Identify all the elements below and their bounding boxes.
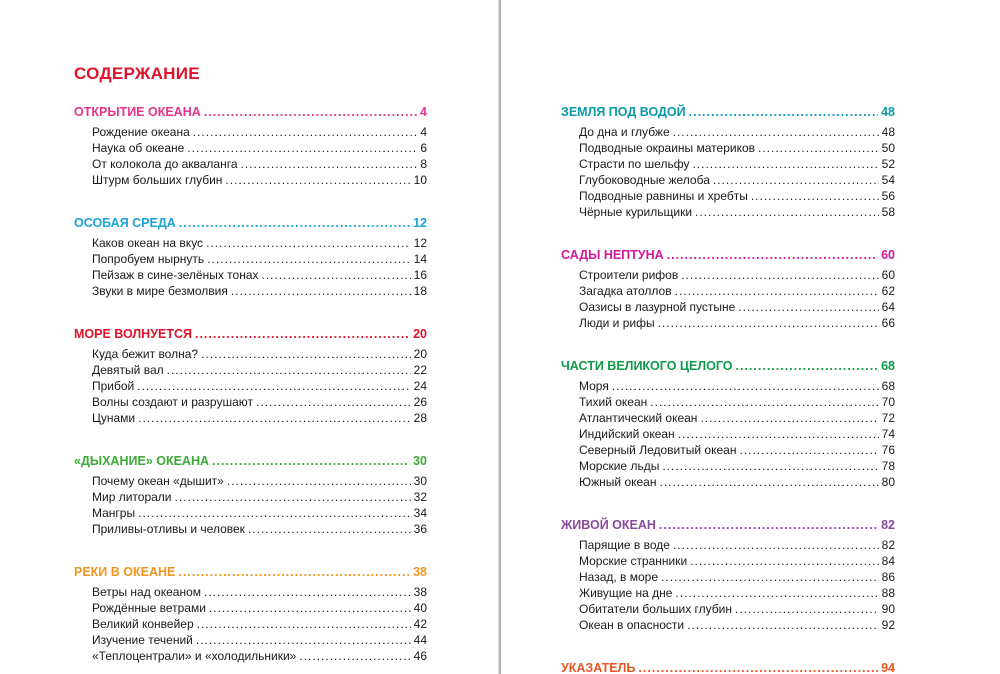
- entry-page-number: 32: [413, 490, 427, 504]
- toc-entry[interactable]: [561, 394, 895, 410]
- section-page-number: 48: [881, 105, 895, 119]
- toc-entry[interactable]: [561, 156, 895, 172]
- section-page-number: 82: [881, 518, 895, 532]
- entry-page-number: 92: [881, 618, 895, 632]
- entry-title: Моря: [579, 379, 609, 393]
- toc-section: [561, 516, 895, 633]
- section-title: УКАЗАТЕЛЬ: [561, 661, 636, 674]
- right-page: [501, 0, 1000, 674]
- dot-leader: [673, 124, 879, 140]
- entry-page-number: 36: [413, 522, 427, 536]
- entry-page-number: 8: [420, 157, 427, 171]
- dot-leader: [227, 473, 411, 489]
- entry-title: Люди и рифы: [579, 316, 655, 330]
- toc-entry[interactable]: [561, 537, 895, 553]
- dot-leader: [201, 346, 411, 362]
- section-title: ЖИВОЙ ОКЕАН: [561, 518, 656, 532]
- toc-entry[interactable]: [561, 458, 895, 474]
- section-page-number: 20: [413, 327, 427, 341]
- toc-section: [74, 214, 427, 299]
- dot-leader: [692, 156, 878, 172]
- entry-title: Обитатели больших глубин: [579, 602, 733, 616]
- entry-page-number: 90: [881, 602, 895, 616]
- dot-leader: [204, 103, 417, 121]
- entry-page-number: 76: [881, 443, 895, 457]
- toc-entry[interactable]: [561, 426, 895, 442]
- toc-section-heading[interactable]: [74, 563, 427, 581]
- toc-entry[interactable]: [74, 267, 427, 283]
- toc-entry[interactable]: [74, 505, 427, 521]
- entry-title: Чёрные курильщики: [579, 205, 693, 219]
- dot-leader: [690, 553, 878, 569]
- section-page-number: 38: [413, 565, 427, 579]
- section-title: САДЫ НЕПТУНА: [561, 248, 664, 262]
- toc-entry[interactable]: [561, 172, 895, 188]
- entry-title: Живущие на дне: [579, 586, 673, 600]
- toc-section: [74, 563, 427, 664]
- entry-title: Подводные окраины материков: [579, 141, 756, 155]
- entry-page-number: 26: [413, 395, 427, 409]
- toc-section: [561, 246, 895, 331]
- toc-section-heading[interactable]: [74, 452, 427, 470]
- dot-leader: [212, 452, 410, 470]
- entry-title: Загадка атоллов: [579, 284, 672, 298]
- dot-leader: [662, 458, 878, 474]
- entry-page-number: 78: [881, 459, 895, 473]
- entry-page-number: 56: [881, 189, 895, 203]
- toc-section: [561, 357, 895, 490]
- entry-title: Приливы-отливы и человек: [92, 522, 245, 536]
- entry-title: Парящие в воде: [579, 538, 670, 552]
- dot-leader: [700, 410, 878, 426]
- toc-section-heading[interactable]: [561, 659, 895, 674]
- toc-entry[interactable]: [561, 140, 895, 156]
- dot-leader: [175, 489, 411, 505]
- section-title: ОСОБАЯ СРЕДА: [74, 216, 176, 230]
- dot-leader: [687, 617, 879, 633]
- dot-leader: [241, 156, 418, 172]
- page-title: СОДЕРЖАНИЕ: [74, 64, 200, 83]
- dot-leader: [658, 315, 879, 331]
- entry-page-number: 88: [881, 586, 895, 600]
- toc-entry[interactable]: [74, 140, 427, 156]
- dot-leader: [167, 362, 411, 378]
- entry-page-number: 14: [413, 252, 427, 266]
- entry-title: «Теплоцентрали» и «холодильники»: [92, 649, 297, 663]
- toc-entry[interactable]: [74, 346, 427, 362]
- dot-leader: [196, 632, 411, 648]
- dot-leader: [751, 188, 879, 204]
- dot-leader: [138, 505, 411, 521]
- dot-leader: [659, 474, 878, 490]
- entry-page-number: 64: [881, 300, 895, 314]
- dot-leader: [713, 172, 879, 188]
- toc-entry[interactable]: [74, 521, 427, 537]
- entry-page-number: 44: [413, 633, 427, 647]
- toc-entry[interactable]: [561, 188, 895, 204]
- toc-entry[interactable]: [561, 315, 895, 331]
- dot-leader: [195, 325, 410, 343]
- dot-leader: [137, 378, 410, 394]
- entry-title: Великий конвейер: [92, 617, 194, 631]
- toc-section-heading[interactable]: [74, 325, 427, 343]
- toc-entry[interactable]: [74, 616, 427, 632]
- entry-page-number: 74: [881, 427, 895, 441]
- toc-entry[interactable]: [74, 600, 427, 616]
- toc-entry[interactable]: [74, 156, 427, 172]
- entry-page-number: 40: [413, 601, 427, 615]
- entry-title: Почему океан «дышит»: [92, 474, 224, 488]
- toc-section-heading[interactable]: [561, 516, 895, 534]
- dot-leader: [248, 521, 411, 537]
- entry-page-number: 12: [413, 236, 427, 250]
- toc-entry[interactable]: [561, 553, 895, 569]
- entry-title: Подводные равнины и хребты: [579, 189, 748, 203]
- entry-page-number: 30: [413, 474, 427, 488]
- toc-entry[interactable]: [561, 585, 895, 601]
- entry-page-number: 52: [881, 157, 895, 171]
- toc-entry[interactable]: [74, 410, 427, 426]
- entry-page-number: 28: [413, 411, 427, 425]
- toc-section-heading[interactable]: [561, 103, 895, 121]
- section-page-number: 12: [413, 216, 427, 230]
- entry-title: Оазисы в лазурной пустыне: [579, 300, 736, 314]
- entry-page-number: 16: [413, 268, 427, 282]
- dot-leader: [206, 235, 411, 251]
- section-title: «ДЫХАНИЕ» ОКЕАНА: [74, 454, 210, 468]
- entry-page-number: 54: [881, 173, 895, 187]
- toc-entry[interactable]: [74, 235, 427, 251]
- dot-leader: [681, 267, 878, 283]
- entry-page-number: 46: [413, 649, 427, 663]
- dot-leader: [735, 601, 879, 617]
- entry-title: Штурм больших глубин: [92, 173, 223, 187]
- entry-title: Страсти по шельфу: [579, 157, 690, 171]
- entry-page-number: 6: [420, 141, 427, 155]
- dot-leader: [262, 267, 411, 283]
- section-title: ЗЕМЛЯ ПОД ВОДОЙ: [561, 105, 686, 119]
- dot-leader: [736, 357, 879, 375]
- entry-page-number: 66: [881, 316, 895, 330]
- section-page-number: 94: [881, 661, 895, 674]
- toc-entry[interactable]: [561, 378, 895, 394]
- section-page-number: 30: [413, 454, 427, 468]
- entry-page-number: 10: [413, 173, 427, 187]
- toc-entry[interactable]: [74, 394, 427, 410]
- entry-page-number: 34: [413, 506, 427, 520]
- entry-title: Попробуем нырнуть: [92, 252, 205, 266]
- dot-leader: [193, 124, 418, 140]
- toc-entry[interactable]: [74, 489, 427, 505]
- toc-entry[interactable]: [74, 124, 427, 140]
- entry-page-number: 42: [413, 617, 427, 631]
- entry-title: Мир литорали: [92, 490, 172, 504]
- entry-page-number: 72: [881, 411, 895, 425]
- entry-title: Тихий океан: [579, 395, 648, 409]
- toc-entry[interactable]: [561, 617, 895, 633]
- toc-section-heading[interactable]: [74, 103, 427, 121]
- entry-title: Индийский океан: [579, 427, 675, 441]
- entry-title: Волны создают и разрушают: [92, 395, 253, 409]
- dot-leader: [689, 103, 878, 121]
- toc-entry[interactable]: [561, 283, 895, 299]
- toc-entry[interactable]: [561, 601, 895, 617]
- toc-entry[interactable]: [74, 251, 427, 267]
- dot-leader: [138, 410, 411, 426]
- section-title: ЧАСТИ ВЕЛИКОГО ЦЕЛОГО: [561, 359, 733, 373]
- section-page-number: 60: [881, 248, 895, 262]
- section-page-number: 68: [881, 359, 895, 373]
- dot-leader: [650, 394, 878, 410]
- entry-page-number: 84: [881, 554, 895, 568]
- dot-leader: [179, 214, 410, 232]
- toc-entry[interactable]: [74, 648, 427, 664]
- entry-title: Южный океан: [579, 475, 657, 489]
- entry-title: Каков океан на вкус: [92, 236, 204, 250]
- entry-page-number: 86: [881, 570, 895, 584]
- toc-entry[interactable]: [561, 267, 895, 283]
- dot-leader: [673, 537, 879, 553]
- dot-leader: [638, 659, 878, 674]
- entry-page-number: 24: [413, 379, 427, 393]
- toc-left-column: [74, 103, 427, 674]
- entry-title: Цунами: [92, 411, 136, 425]
- toc-entry[interactable]: [561, 569, 895, 585]
- dot-leader: [661, 569, 879, 585]
- entry-page-number: 50: [881, 141, 895, 155]
- entry-page-number: 80: [881, 475, 895, 489]
- entry-page-number: 62: [881, 284, 895, 298]
- dot-leader: [695, 204, 879, 220]
- dot-leader: [738, 299, 878, 315]
- entry-page-number: 22: [413, 363, 427, 377]
- entry-page-number: 68: [881, 379, 895, 393]
- toc-section: [74, 452, 427, 537]
- toc-right-column: [561, 103, 895, 674]
- toc-entry[interactable]: [74, 362, 427, 378]
- dot-leader: [659, 516, 878, 534]
- entry-page-number: 18: [413, 284, 427, 298]
- entry-page-number: 4: [420, 125, 427, 139]
- dot-leader: [299, 648, 410, 664]
- entry-title: Строители рифов: [579, 268, 679, 282]
- toc-entry[interactable]: [74, 584, 427, 600]
- entry-title: До дна и глубже: [579, 125, 670, 139]
- toc-entry[interactable]: [561, 474, 895, 490]
- dot-leader: [739, 442, 878, 458]
- dot-leader: [231, 283, 411, 299]
- section-title: МОРЕ ВОЛНУЕТСЯ: [74, 327, 192, 341]
- entry-title: Звуки в мире безмолвия: [92, 284, 228, 298]
- entry-title: Назад, в море: [579, 570, 659, 584]
- entry-page-number: 82: [881, 538, 895, 552]
- toc-entry[interactable]: [561, 204, 895, 220]
- entry-title: Океан в опасности: [579, 618, 685, 632]
- entry-title: Морские льды: [579, 459, 660, 473]
- entry-title: Морские странники: [579, 554, 688, 568]
- toc-section-heading[interactable]: [561, 357, 895, 375]
- dot-leader: [204, 584, 411, 600]
- section-title: РЕКИ В ОКЕАНЕ: [74, 565, 176, 579]
- toc-entry[interactable]: [74, 172, 427, 188]
- toc-section-heading[interactable]: [561, 246, 895, 264]
- dot-leader: [178, 563, 410, 581]
- dot-leader: [225, 172, 410, 188]
- toc-entry[interactable]: [561, 442, 895, 458]
- entry-title: Атлантический океан: [579, 411, 698, 425]
- dot-leader: [207, 251, 410, 267]
- entry-page-number: 20: [413, 347, 427, 361]
- dot-leader: [675, 283, 879, 299]
- entry-title: Куда бежит волна?: [92, 347, 199, 361]
- dot-leader: [678, 426, 879, 442]
- dot-leader: [256, 394, 411, 410]
- toc-section: [74, 325, 427, 426]
- toc-entry[interactable]: [74, 473, 427, 489]
- entry-title: Мангры: [92, 506, 136, 520]
- entry-title: Изучение течений: [92, 633, 193, 647]
- toc-entry[interactable]: [561, 124, 895, 140]
- entry-title: Прибой: [92, 379, 135, 393]
- entry-title: Рождённые ветрами: [92, 601, 206, 615]
- entry-page-number: 60: [881, 268, 895, 282]
- toc-section: [561, 103, 895, 220]
- entry-title: Пейзаж в сине-зелёных тонах: [92, 268, 259, 282]
- entry-page-number: 38: [413, 585, 427, 599]
- entry-title: Ветры над океаном: [92, 585, 202, 599]
- toc-entry[interactable]: [74, 632, 427, 648]
- left-page: [0, 0, 499, 674]
- entry-title: От колокола до акваланга: [92, 157, 238, 171]
- toc-entry[interactable]: [74, 283, 427, 299]
- entry-page-number: 48: [881, 125, 895, 139]
- entry-title: Девятый вал: [92, 363, 164, 377]
- toc-entry[interactable]: [74, 378, 427, 394]
- section-title: ОТКРЫТИЕ ОКЕАНА: [74, 105, 201, 119]
- dot-leader: [187, 140, 417, 156]
- dot-leader: [667, 246, 878, 264]
- entry-page-number: 58: [881, 205, 895, 219]
- dot-leader: [197, 616, 411, 632]
- entry-title: Наука об океане: [92, 141, 185, 155]
- toc-entry[interactable]: [561, 299, 895, 315]
- dot-leader: [758, 140, 879, 156]
- entry-title: Глубоководные желоба: [579, 173, 710, 187]
- dot-leader: [209, 600, 411, 616]
- section-page-number: 4: [420, 105, 427, 119]
- dot-leader: [612, 378, 879, 394]
- toc-section-heading[interactable]: [74, 214, 427, 232]
- entry-page-number: 70: [881, 395, 895, 409]
- toc-section: [561, 659, 895, 674]
- dot-leader: [675, 585, 878, 601]
- entry-title: Северный Ледовитый океан: [579, 443, 737, 457]
- toc-entry[interactable]: [561, 410, 895, 426]
- toc-section: [74, 103, 427, 188]
- entry-title: Рождение океана: [92, 125, 190, 139]
